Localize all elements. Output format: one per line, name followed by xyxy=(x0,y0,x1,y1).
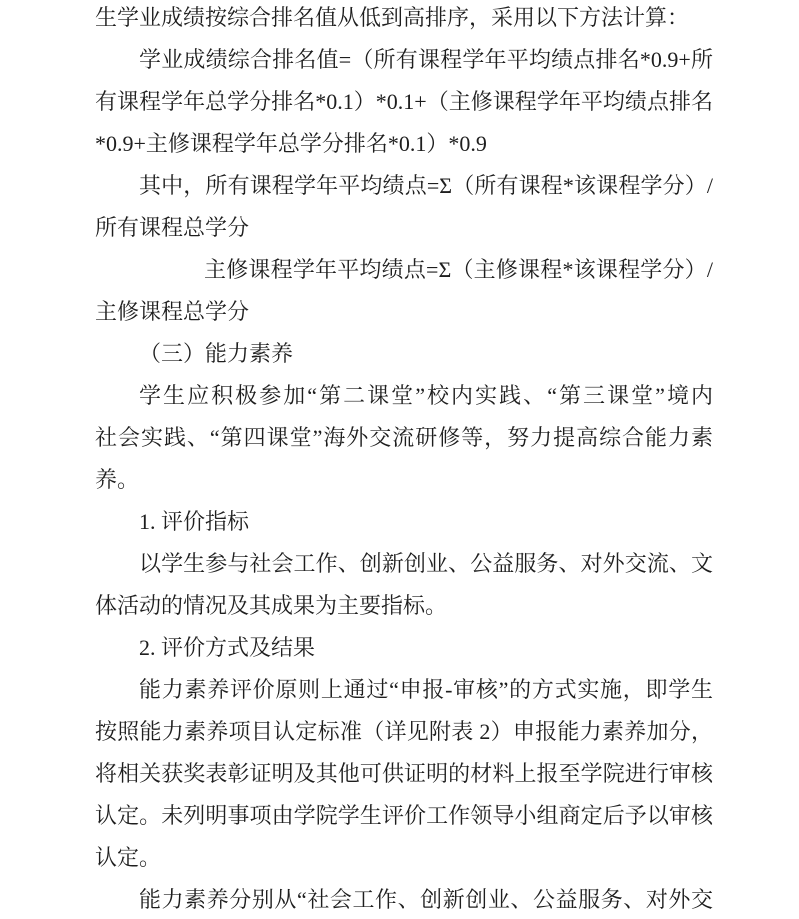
document-body xyxy=(95,0,713,919)
text-line: 以学生参与社会工作、创新创业、公益服务、对外交流、文 xyxy=(139,551,713,576)
text-line: 有课程学年总学分排名*0.1）*0.1+（主修课程学年平均绩点排名 xyxy=(95,89,713,114)
text-line: *0.9+主修课程学年总学分排名*0.1）*0.9 xyxy=(95,131,487,156)
text-line: 所有课程总学分 xyxy=(95,215,250,240)
text-line: 养。 xyxy=(95,467,140,492)
text-line: 认定。未列明事项由学院学生评价工作领导小组商定后予以审核 xyxy=(95,803,713,828)
text-line: 能力素养评价原则上通过“申报-审核”的方式实施，即学生 xyxy=(139,677,713,702)
text-line: 社会实践、“第四课堂”海外交流研修等，努力提高综合能力素 xyxy=(95,425,713,450)
text-line: 主修课程学年平均绩点=Σ（主修课程*该课程学分）/ xyxy=(204,257,713,282)
text-line: （三）能力素养 xyxy=(139,341,294,366)
text-line: 1. 评价指标 xyxy=(139,509,250,534)
text-line: 学业成绩综合排名值=（所有课程学年平均绩点排名*0.9+所 xyxy=(139,47,713,72)
text-line: 其中，所有课程学年平均绩点=Σ（所有课程*该课程学分）/ xyxy=(139,173,713,198)
text-line: 认定。 xyxy=(95,845,162,870)
text-line: 主修课程总学分 xyxy=(95,299,250,324)
text-line: 2. 评价方式及结果 xyxy=(139,635,316,660)
text-line: 体活动的情况及其成果为主要指标。 xyxy=(95,593,448,618)
text-line: 学生应积极参加“第二课堂”校内实践、“第三课堂”境内 xyxy=(139,383,713,408)
text-line: 将相关获奖表彰证明及其他可供证明的材料上报至学院进行审核 xyxy=(95,761,713,786)
text-line: 按照能力素养项目认定标准（详见附表 2）申报能力素养加分， xyxy=(95,719,713,744)
text-line: 生学业成绩按综合排名值从低到高排序，采用以下方法计算： xyxy=(95,5,690,30)
text-line: 能力素养分别从“社会工作、创新创业、公益服务、对外交 xyxy=(139,887,713,912)
